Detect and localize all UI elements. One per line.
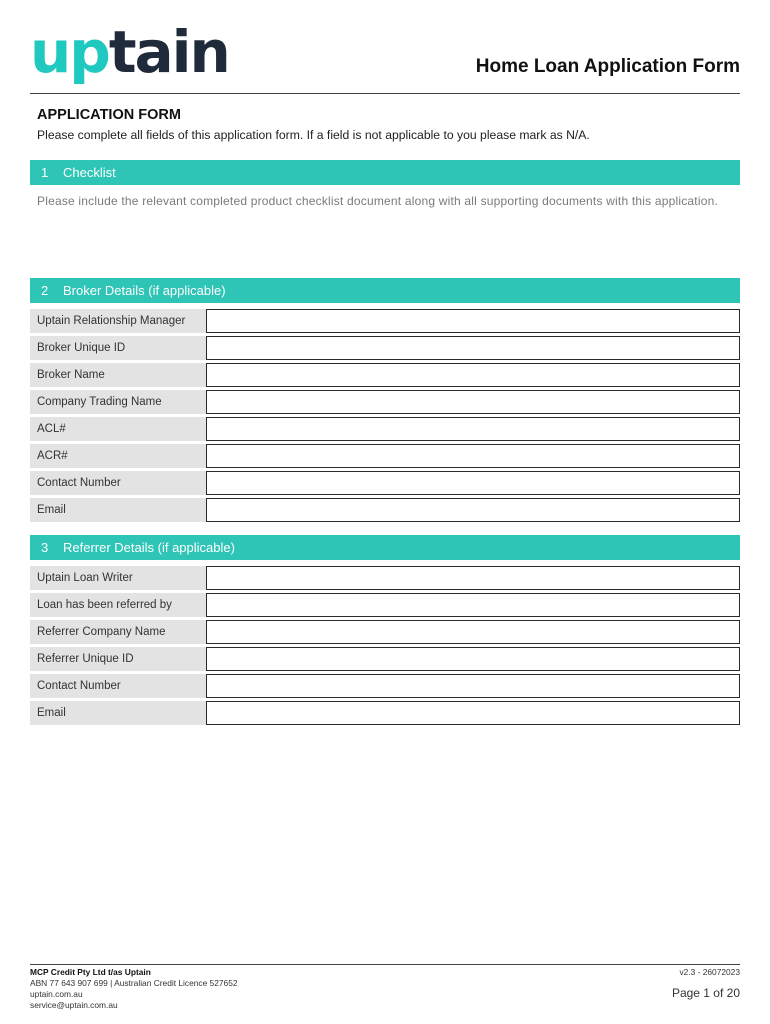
form-instructions: Please complete all fields of this application form. If a field is not applicable to you please mark as N/A. <box>37 128 590 142</box>
referrer-email-input[interactable] <box>206 701 740 725</box>
section-title: Referrer Details (if applicable) <box>63 540 235 555</box>
acl-number-input[interactable] <box>206 417 740 441</box>
field-label: Loan has been referred by <box>30 593 210 617</box>
field-label: ACR# <box>30 444 210 468</box>
field-label: Referrer Company Name <box>30 620 210 644</box>
footer-abn: ABN 77 643 907 699 | Australian Credit Licence 527652 <box>30 978 238 988</box>
form-row <box>30 619 740 646</box>
form-row <box>30 565 740 592</box>
form-row <box>30 308 740 335</box>
acr-number-input[interactable] <box>206 444 740 468</box>
form-row <box>30 335 740 362</box>
form-row <box>30 416 740 443</box>
section-broker-header <box>30 278 740 303</box>
field-label: Uptain Relationship Manager <box>30 309 210 333</box>
referrer-contact-number-input[interactable] <box>206 674 740 698</box>
footer-website-link[interactable]: uptain.com.au <box>30 989 83 999</box>
referred-by-input[interactable] <box>206 593 740 617</box>
company-trading-name-input[interactable] <box>206 390 740 414</box>
section-number: 3 <box>41 540 49 555</box>
section-referrer-header <box>30 535 740 560</box>
field-label: Uptain Loan Writer <box>30 566 210 590</box>
footer-company-info <box>30 967 238 1011</box>
form-row <box>30 362 740 389</box>
broker-details-fields <box>30 308 740 524</box>
footer-version: v2.3 - 26072023 <box>679 967 740 977</box>
form-row <box>30 700 740 727</box>
field-label: Email <box>30 701 210 725</box>
field-label: Broker Name <box>30 363 210 387</box>
document-title: Home Loan Application Form <box>475 56 740 77</box>
section-number: 1 <box>41 165 49 180</box>
footer-email-link[interactable]: service@uptain.com.au <box>30 1000 118 1010</box>
uptain-logo <box>30 16 229 88</box>
checklist-instructions: Please include the relevant completed product checklist document along with all supporting documents with this application. <box>37 194 718 208</box>
form-row <box>30 646 740 673</box>
field-label: Referrer Unique ID <box>30 647 210 671</box>
uptain-relationship-manager-input[interactable] <box>206 309 740 333</box>
broker-unique-id-input[interactable] <box>206 336 740 360</box>
form-row <box>30 497 740 524</box>
referrer-company-name-input[interactable] <box>206 620 740 644</box>
uptain-loan-writer-input[interactable] <box>206 566 740 590</box>
broker-name-input[interactable] <box>206 363 740 387</box>
header-divider <box>30 93 740 94</box>
section-title: Checklist <box>63 165 116 180</box>
section-number: 2 <box>41 283 49 298</box>
field-label: Contact Number <box>30 674 210 698</box>
form-row <box>30 389 740 416</box>
page-number: Page 1 of 20 <box>671 986 740 1000</box>
field-label: ACL# <box>30 417 210 441</box>
referrer-unique-id-input[interactable] <box>206 647 740 671</box>
broker-email-input[interactable] <box>206 498 740 522</box>
form-row <box>30 443 740 470</box>
footer-company-name: MCP Credit Pty Ltd t/as Uptain <box>30 967 151 977</box>
form-row <box>30 673 740 700</box>
logo-wordmark: uptain <box>30 18 229 86</box>
field-label: Broker Unique ID <box>30 336 210 360</box>
form-row <box>30 470 740 497</box>
application-form-heading: APPLICATION FORM <box>37 107 181 123</box>
section-checklist-header <box>30 160 740 185</box>
field-label: Company Trading Name <box>30 390 210 414</box>
referrer-details-fields <box>30 565 740 727</box>
broker-contact-number-input[interactable] <box>206 471 740 495</box>
form-row <box>30 592 740 619</box>
footer-divider <box>30 964 740 965</box>
field-label: Contact Number <box>30 471 210 495</box>
section-title: Broker Details (if applicable) <box>63 283 226 298</box>
field-label: Email <box>30 498 210 522</box>
